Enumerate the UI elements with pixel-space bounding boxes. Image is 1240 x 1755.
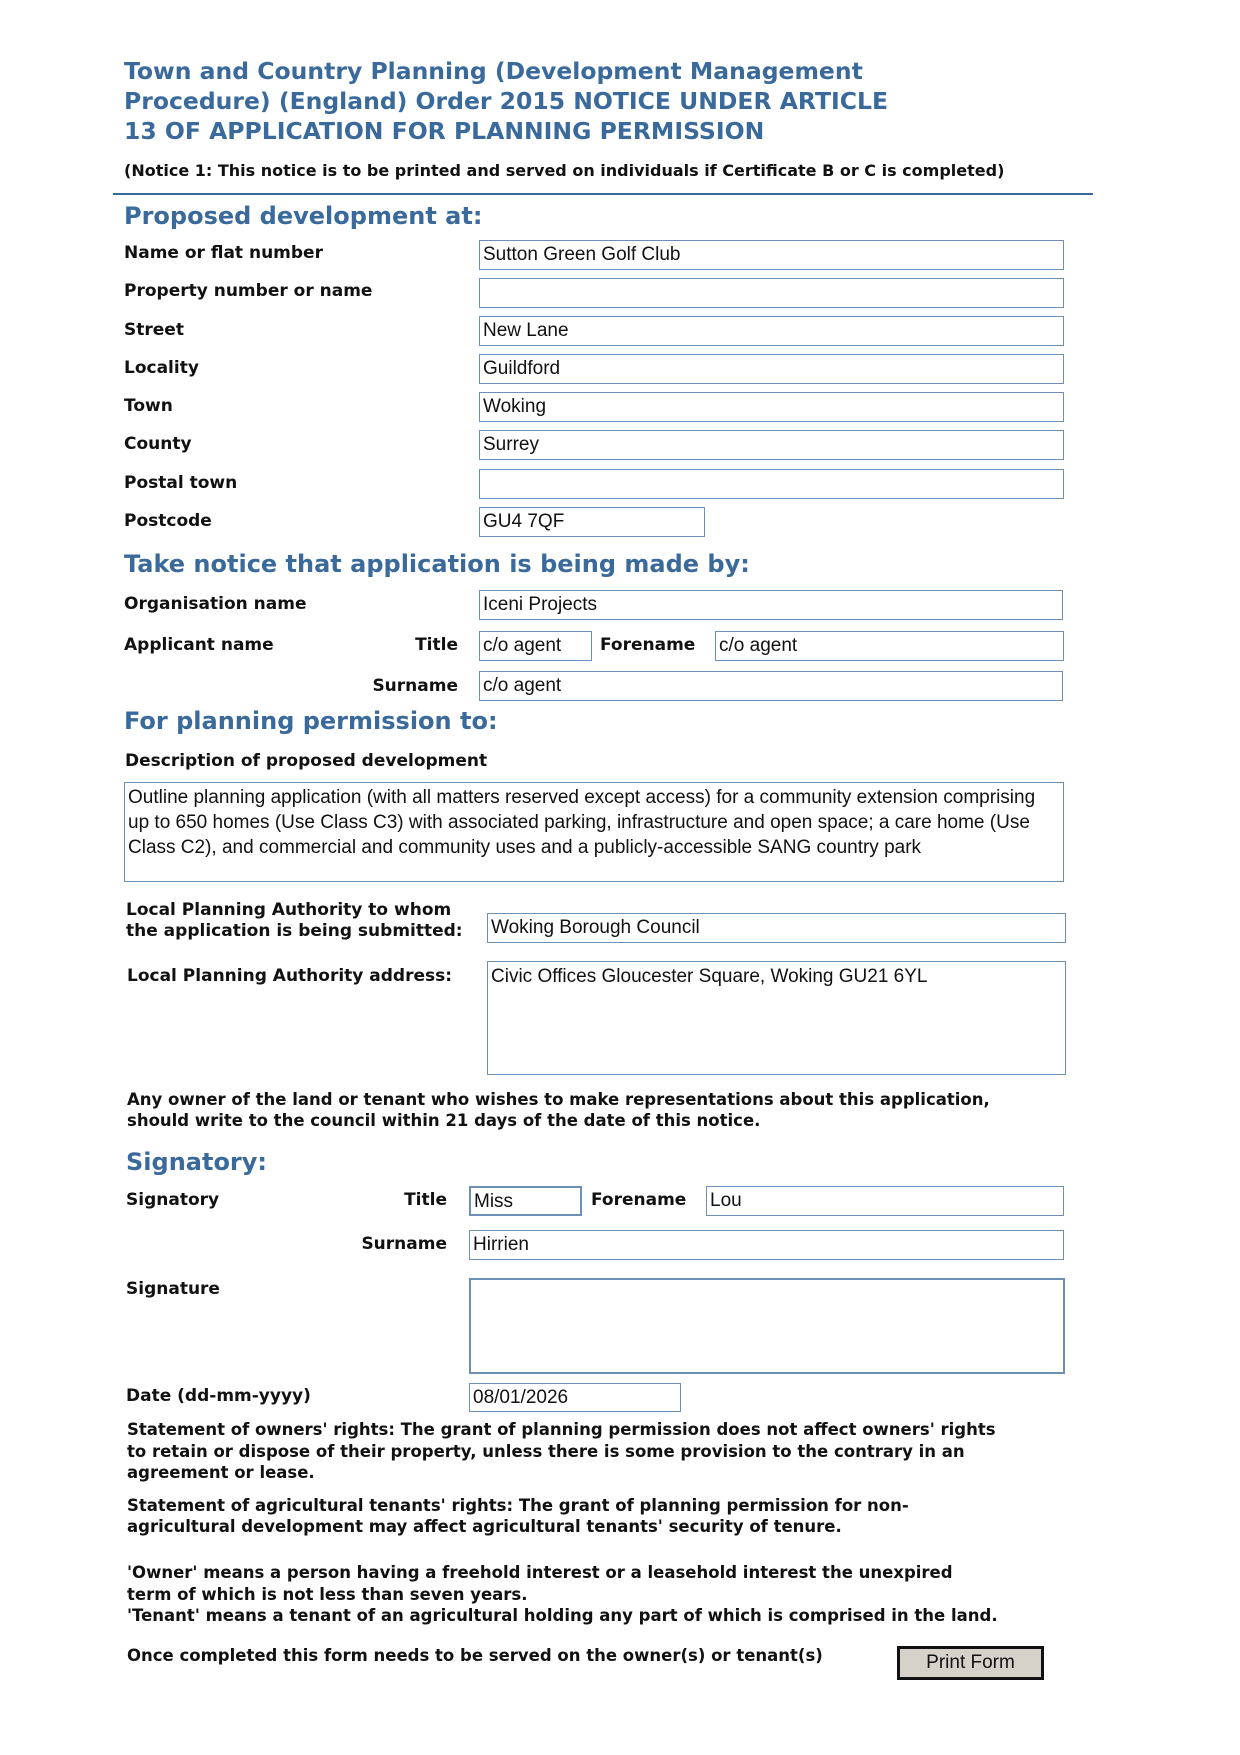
label-property: Property number or name <box>124 281 373 301</box>
definition-3: 'Tenant' means a tenant of an agricultural holding any part of which is comprised in the land. <box>127 1606 998 1625</box>
divider <box>113 193 1093 195</box>
organisation-input[interactable]: Iceni Projects <box>479 590 1063 620</box>
print-form-button[interactable]: Print Form <box>897 1646 1044 1680</box>
label-lpa-2: the application is being submitted: <box>126 921 463 941</box>
served-text: Once completed this form needs to be served on the owner(s) or tenant(s) <box>127 1646 823 1665</box>
lpa-address-textarea[interactable]: Civic Offices Gloucester Square, Woking GU21 6YL <box>487 961 1066 1075</box>
name-flat-input[interactable]: Sutton Green Golf Club <box>479 240 1064 270</box>
town-input[interactable]: Woking <box>479 392 1064 422</box>
date-input[interactable]: 08/01/2026 <box>469 1383 681 1412</box>
label-county: County <box>124 434 192 454</box>
property-input[interactable] <box>479 278 1064 308</box>
description-textarea[interactable]: Outline planning application (with all matters reserved except access) for a community extension comprising up to 650 homes (Use Class C3) with associated parking, infrastructure and open space; a care home (Use Class C2), and commercial and community uses and a publicly-accessible SANG country park <box>124 782 1064 882</box>
lpa-input[interactable]: Woking Borough Council <box>487 913 1066 943</box>
street-input[interactable]: New Lane <box>479 316 1064 346</box>
definition-1: 'Owner' means a person having a freehold interest or a leasehold interest the unexpired <box>127 1563 953 1582</box>
representations-text-1: Any owner of the land or tenant who wishes to make representations about this application, <box>127 1090 990 1109</box>
label-street: Street <box>124 320 184 340</box>
label-postal-town: Postal town <box>124 473 238 493</box>
owners-rights-1: Statement of owners' rights: The grant of planning permission does not affect owners' rights <box>127 1420 996 1439</box>
label-applicant-name: Applicant name <box>124 635 274 655</box>
label-lpa-address: Local Planning Authority address: <box>127 966 453 986</box>
representations-text-2: should write to the council within 21 days of the date of this notice. <box>127 1111 761 1130</box>
label-signature: Signature <box>126 1279 220 1299</box>
locality-input[interactable]: Guildford <box>479 354 1064 384</box>
section-heading-permission: For planning permission to: <box>124 707 498 735</box>
owners-rights-3: agreement or lease. <box>127 1463 315 1482</box>
title-line: 13 OF APPLICATION FOR PLANNING PERMISSION <box>124 117 765 145</box>
label-signatory-surname: Surname <box>361 1234 447 1254</box>
label-signatory: Signatory <box>126 1190 220 1210</box>
signatory-forename-input[interactable]: Lou <box>706 1186 1064 1216</box>
signatory-surname-input[interactable]: Hirrien <box>469 1230 1064 1260</box>
label-locality: Locality <box>124 358 199 378</box>
label-signatory-title: Title <box>404 1190 447 1210</box>
label-description: Description of proposed development <box>125 751 488 771</box>
title-line: Town and Country Planning (Development Management <box>124 57 863 85</box>
definition-2: term of which is not less than seven years. <box>127 1585 528 1604</box>
label-applicant-title: Title <box>415 635 458 655</box>
section-heading-applicant: Take notice that application is being made by: <box>124 550 750 578</box>
county-input[interactable]: Surrey <box>479 430 1064 460</box>
postcode-input[interactable]: GU4 7QF <box>479 507 705 537</box>
agricultural-rights-1: Statement of agricultural tenants' rights: The grant of planning permission for non- <box>127 1496 909 1515</box>
label-town: Town <box>124 396 173 416</box>
applicant-surname-input[interactable]: c/o agent <box>479 671 1063 701</box>
owners-rights-2: to retain or dispose of their property, unless there is some provision to the contrary in an <box>127 1442 965 1461</box>
label-name-flat: Name or flat number <box>124 243 323 263</box>
form-title <box>124 56 888 146</box>
label-applicant-forename: Forename <box>600 635 696 655</box>
label-organisation: Organisation name <box>124 594 307 614</box>
signatory-title-input[interactable]: Miss <box>469 1186 582 1216</box>
agricultural-rights-2: agricultural development may affect agricultural tenants' security of tenure. <box>127 1517 842 1536</box>
title-line: Procedure) (England) Order 2015 NOTICE UNDER ARTICLE <box>124 87 889 115</box>
signature-box[interactable] <box>469 1278 1065 1374</box>
applicant-title-input[interactable]: c/o agent <box>479 631 592 661</box>
label-applicant-surname: Surname <box>372 676 458 696</box>
label-signatory-forename: Forename <box>591 1190 687 1210</box>
section-heading-signatory: Signatory: <box>126 1148 268 1176</box>
section-heading-development: Proposed development at: <box>124 202 483 230</box>
label-date: Date (dd-mm-yyyy) <box>126 1386 311 1406</box>
applicant-forename-input[interactable]: c/o agent <box>715 631 1064 661</box>
postal-town-input[interactable] <box>479 469 1064 499</box>
label-lpa-1: Local Planning Authority to whom <box>126 900 452 920</box>
label-postcode: Postcode <box>124 511 212 531</box>
notice-text: (Notice 1: This notice is to be printed and served on individuals if Certificate B or C is completed) <box>124 161 1005 180</box>
